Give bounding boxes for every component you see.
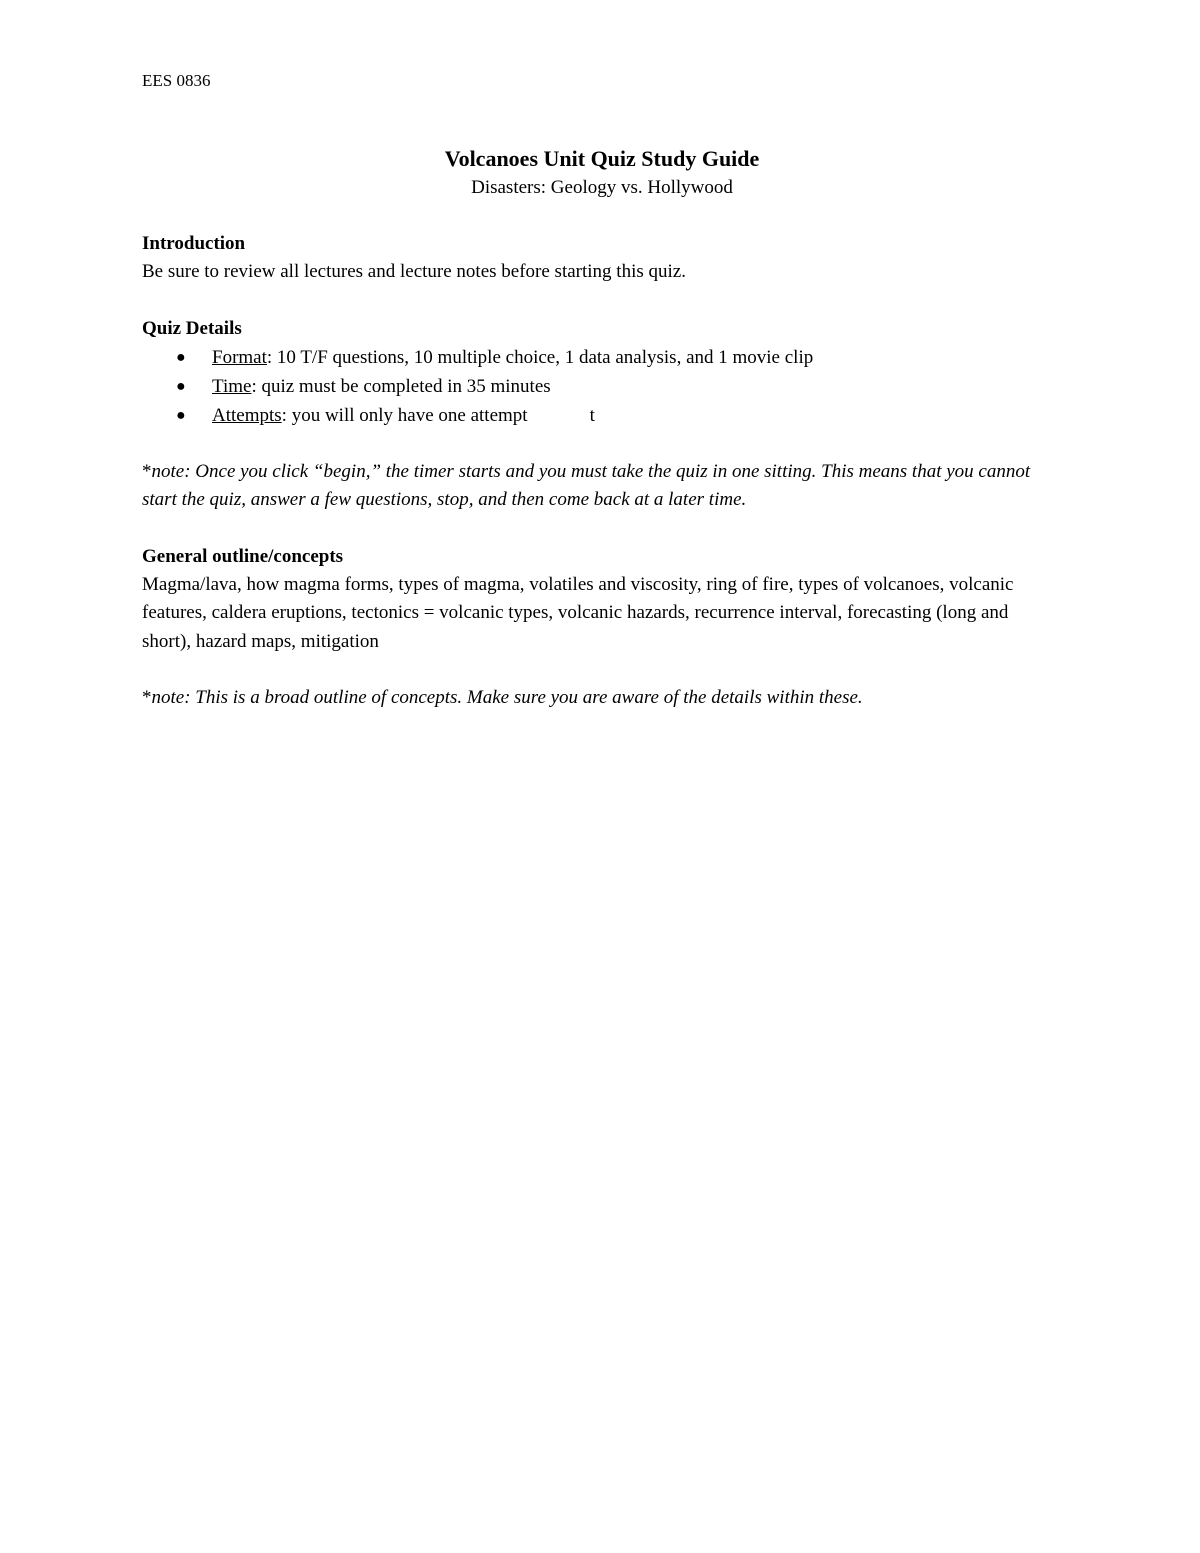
course-code: EES 0836 [142,71,211,90]
stray-character: t [589,404,595,426]
spacer [142,656,1062,684]
format-label: Format [212,346,267,368]
attempts-text: : you will only have one attempt [281,404,528,426]
general-outline-heading: General outline/concepts [142,545,344,567]
title-block [142,144,1062,202]
outline-note [142,684,1062,713]
quiz-details-heading: Quiz Details [142,317,242,339]
bullet-icon: ● [176,377,186,395]
introduction-heading: Introduction [142,233,246,254]
introduction-section [142,230,1062,287]
quiz-note [142,458,1062,515]
document-title: Volcanoes Unit Quiz Study Guide [444,146,760,171]
format-text: : 10 T/F questions, 10 multiple choice, 1 data analysis, and 1 movie clip [266,346,814,368]
time-text: : quiz must be completed in 35 minutes [251,375,551,397]
note-asterisk: * [142,687,152,708]
list-item [142,401,1062,430]
attempts-label: Attempts [212,404,282,426]
document-subtitle: Disasters: Geology vs. Hollywood [471,177,733,198]
note-asterisk: * [142,460,152,482]
bullet-icon: ● [176,406,186,424]
list-item [142,372,1062,401]
document-content [142,70,1062,713]
general-outline-text: Magma/lava, how magma forms, types of magma, volatiles and viscosity, ring of fire, types of volcanoes, volcanic features, caldera eruptions, tectonics = volcanic types, volcanic hazards, recurrence interval, forecasting (long and short), hazard maps, mitigation [142,573,1014,652]
spacer [142,287,1062,315]
spacer [142,515,1062,543]
quiz-details-section [142,315,1062,515]
quiz-note-text: note: Once you click “begin,” the timer starts and you must take the quiz in one sitting. This means that you cannot start the quiz, answer a few questions, stop, and then come back at a later time. [142,460,1031,510]
quiz-details-list [142,343,1062,430]
spacer [142,430,1062,458]
outline-note-text: note: This is a broad outline of concepts. Make sure you are aware of the details within these. [151,687,863,708]
time-label: Time [212,375,252,397]
spacer [142,202,1062,230]
bullet-icon: ● [176,348,186,366]
list-item [142,343,1062,372]
introduction-text: Be sure to review all lectures and lecture notes before starting this quiz. [142,261,686,282]
general-outline-section [142,543,1062,713]
